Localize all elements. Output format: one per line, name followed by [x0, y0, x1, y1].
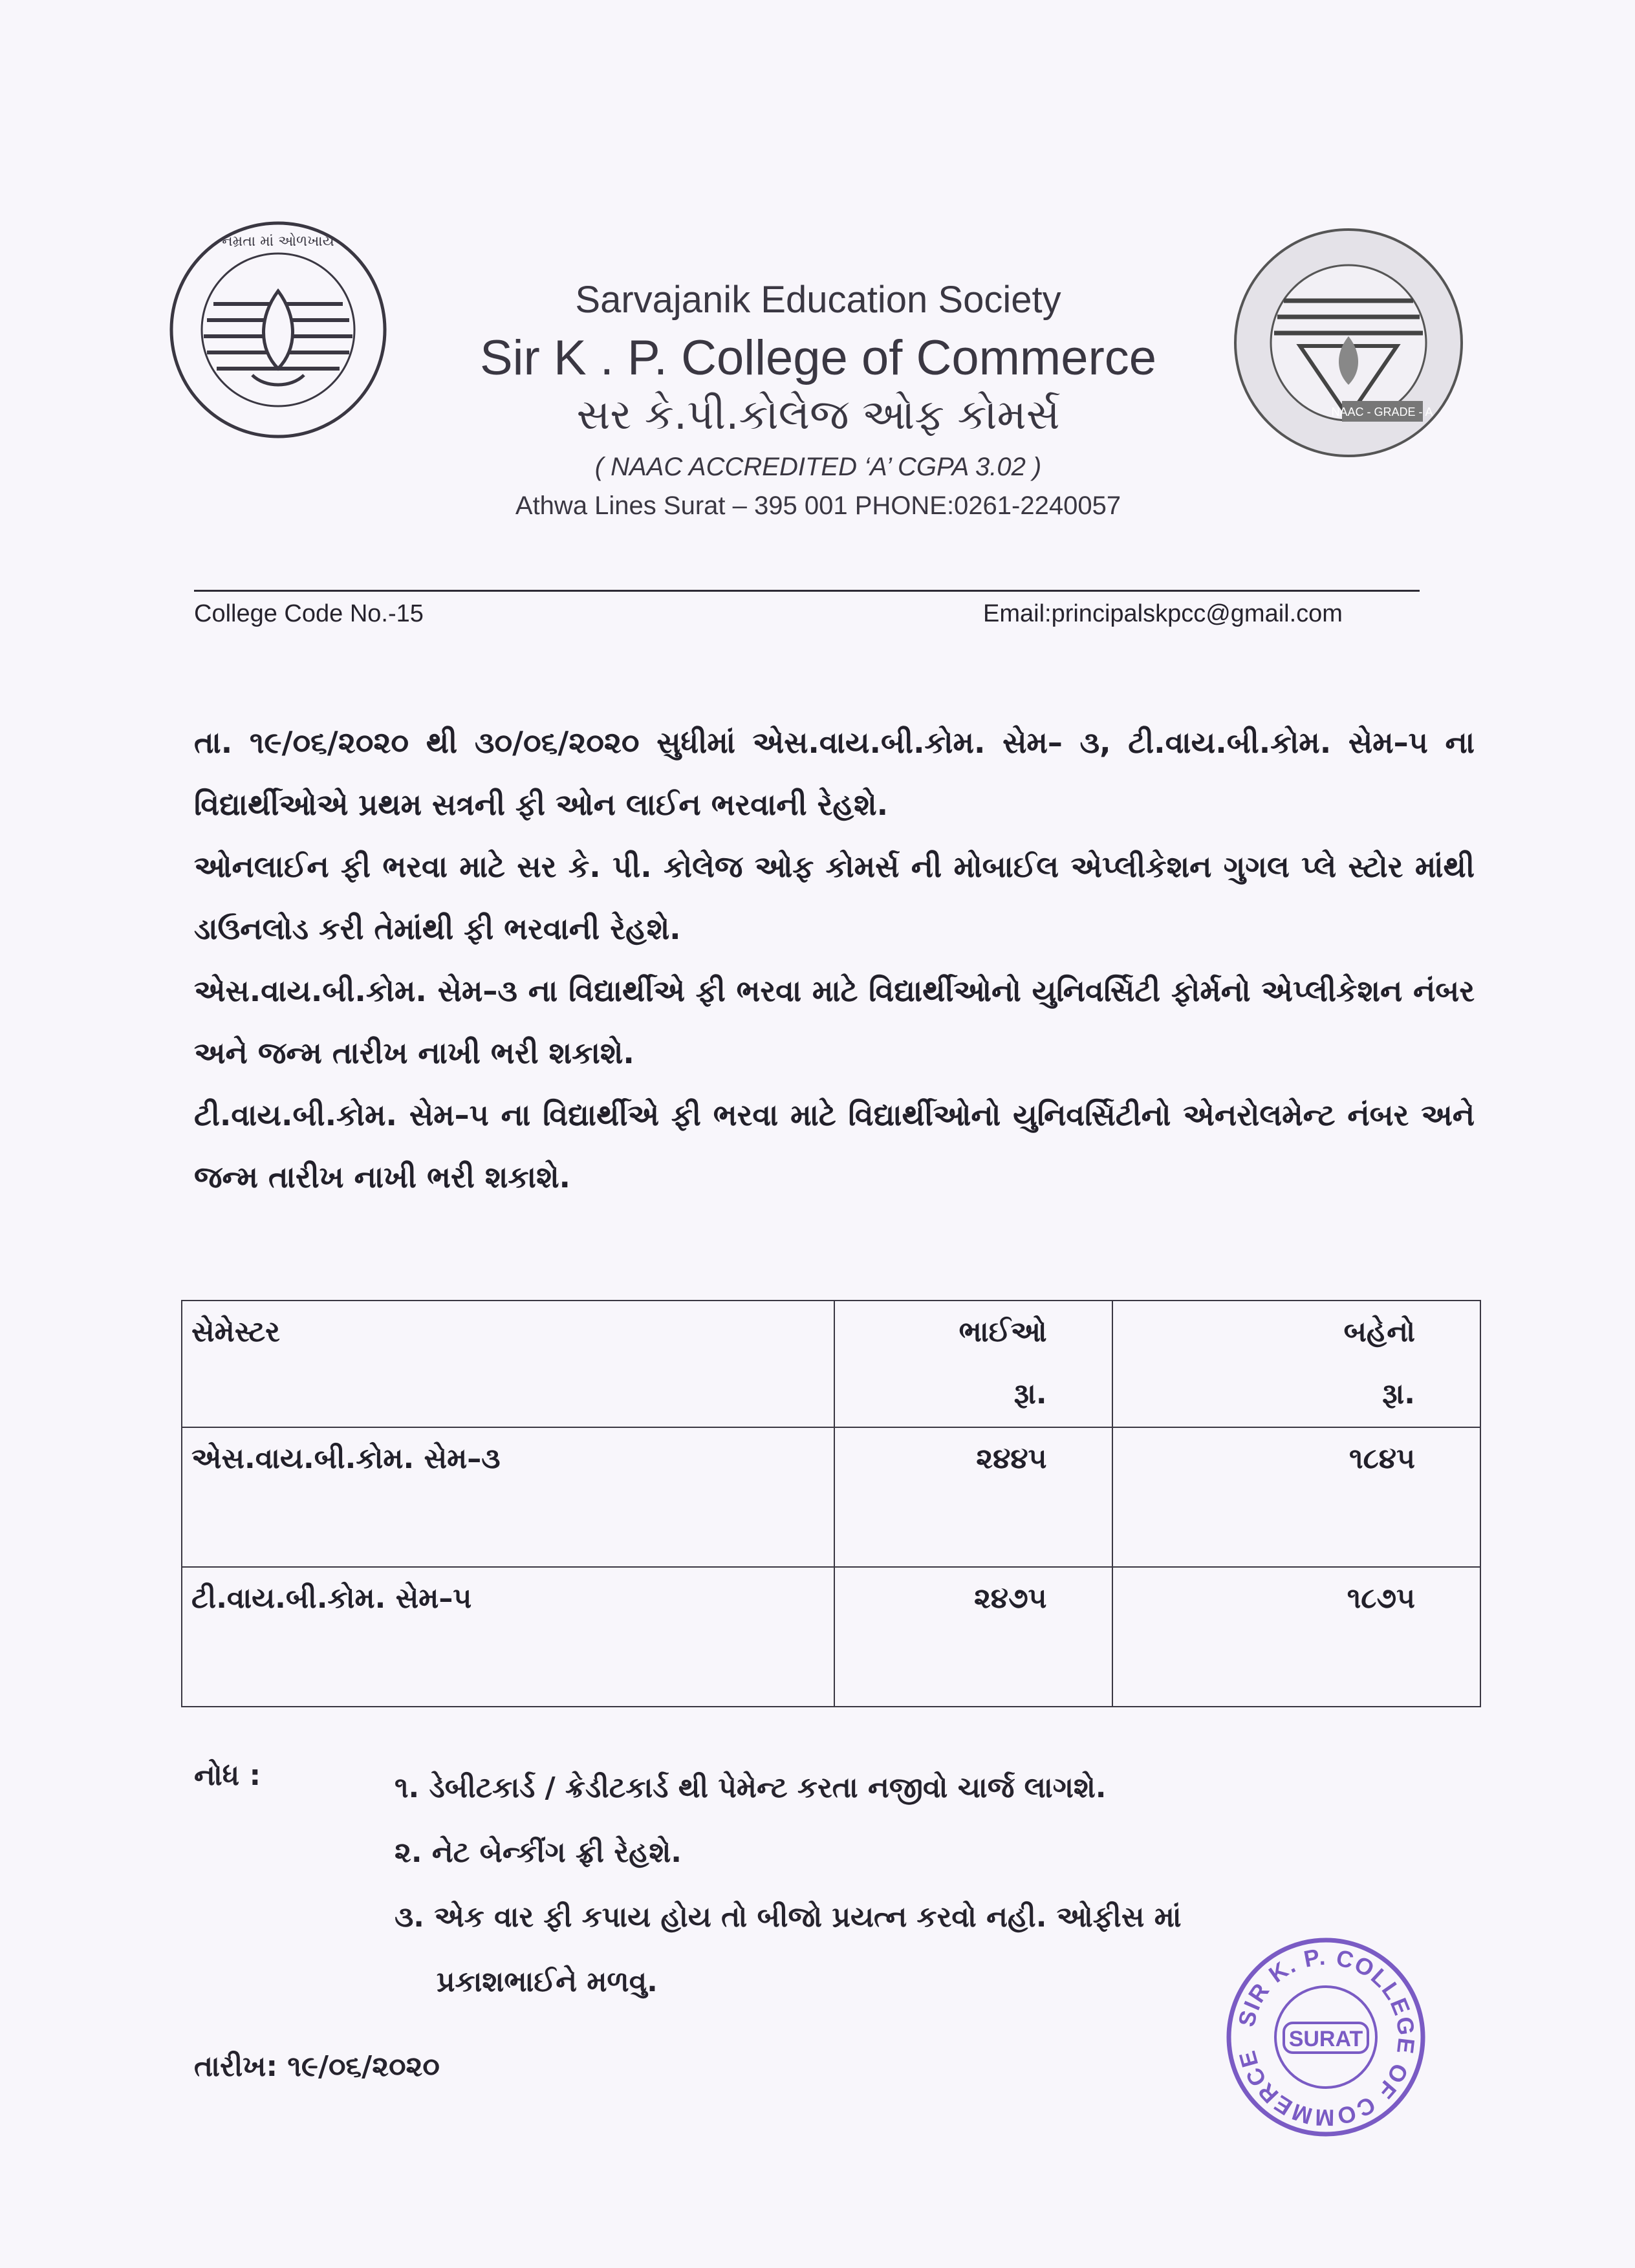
address: Athwa Lines Surat – 395 001 PHONE:0261-2240057: [515, 491, 1121, 520]
notice-paragraph-4: ટી.વાય.બી.કોમ. સેમ–૫ ના વિદ્યાર્થીએ ફી ભરવા માટે વિદ્યાર્થીઓનો યુનિવર્સિટીનો એનરોલમેન્ટ નંબર અને જન્મ તારીખ નાખી ભરી શકાશે.: [194, 1097, 1475, 1194]
table-row: [182, 1427, 1480, 1567]
accreditation: ( NAAC ACCREDITED ‘A’ CGPA 3.02 ): [594, 453, 1042, 481]
row-boys-fee: ૨૪૪૫: [834, 1427, 1112, 1567]
header-boys-label: ભાઈઓ: [958, 1315, 1047, 1348]
note-item-3: ૩. એક વાર ફી કપાય હોય તો બીજો પ્રયત્ન કરવો નહી. ઓફીસ માં: [395, 1901, 1182, 1934]
header-girls: [1112, 1301, 1480, 1427]
society-logo: [162, 213, 395, 446]
svg-text:નમ્રતા માં ઓળખાય: નમ્રતા માં ઓળખાય: [222, 233, 334, 250]
note-item-3-continuation: પ્રકાશભાઈને મળવુ.: [437, 1965, 658, 1998]
header-boys: [834, 1301, 1112, 1427]
email: Email:principalskpcc@gmail.com: [983, 600, 1343, 627]
header-divider: [194, 590, 1420, 592]
table-header-row: [182, 1301, 1480, 1427]
header-girls-label: બહેનો: [1343, 1315, 1415, 1348]
note-item-2: ૨. નેટ બેન્કીંગ ફ્રી રેહશે.: [395, 1836, 682, 1869]
notes-list: [395, 1756, 1365, 2014]
notice-paragraph-2: ઓનલાઈન ફી ભરવા માટે સર કે. પી. કોલેજ ઓફ કોમર્સ ની મોબાઈલ એપ્લીકેશન ગુગલ પ્લે સ્ટોર માંથી ડાઉનલોડ કરી તેમાંથી ફી ભરવાની રેહશે.: [194, 849, 1475, 946]
row-semester: ટી.વાય.બી.કોમ. સેમ–૫: [182, 1567, 834, 1707]
fee-table: [181, 1300, 1481, 1707]
college-name-gujarati: સર કે.પી.કોલેજ ઓફ કોમર્સ: [576, 391, 1060, 439]
notice-paragraph-1: તા. ૧૯/૦૬/૨૦૨૦ થી ૩૦/૦૬/૨૦૨૦ સુધીમાં એસ.વાય.બી.કોમ. સેમ– ૩, ટી.વાય.બી.કોમ. સેમ–૫ ના વિદ્યાર્થીઓએ પ્રથમ સત્રની ફી ઓન લાઈન ભરવાની રેહશે.: [194, 725, 1475, 822]
row-girls-fee: ૧૮૭૫: [1112, 1567, 1480, 1707]
svg-text:SURAT: SURAT: [1288, 2027, 1363, 2051]
society-name: Sarvajanik Education Society: [575, 279, 1061, 321]
college-stamp: [1222, 1934, 1429, 2141]
svg-text:NAAC - GRADE - A: NAAC - GRADE - A: [1331, 405, 1433, 418]
college-name: Sir K . P. College of Commerce: [479, 330, 1157, 385]
college-code: College Code No.-15: [194, 600, 424, 627]
svg-text:SIR K. P. COLLEGE OF COMMERCE: SIR K. P. COLLEGE OF COMMERCE: [1233, 1943, 1420, 2132]
header-semester: સેમેસ્ટર: [182, 1301, 834, 1427]
row-girls-fee: ૧૮૪૫: [1112, 1427, 1480, 1567]
header-boys-unit: રૂા.: [1013, 1377, 1047, 1410]
table-row: [182, 1567, 1480, 1707]
row-semester: એસ.વાય.બી.કોમ. સેમ–૩: [182, 1427, 834, 1567]
header-girls-unit: રૂા.: [1382, 1377, 1415, 1410]
note-item-1: ૧. ડેબીટકાર્ડ / ક્રેડીટકાર્ડ થી પેમેન્ટ કરતા નજીવો ચાર્જ લાગશે.: [395, 1771, 1107, 1804]
notice-date: તારીખ: ૧૯/૦૬/૨૦૨૦: [194, 2050, 440, 2083]
notes-label: નોધ :: [194, 1759, 261, 1792]
notice-paragraph-3: એસ.વાય.બી.કોમ. સેમ–૩ ના વિદ્યાર્થીએ ફી ભરવા માટે વિદ્યાર્થીઓનો યુનિવર્સિટી ફોર્મનો એપ્લીકેશન નંબર અને જન્મ તારીખ નાખી ભરી શકાશે.: [194, 973, 1475, 1070]
row-boys-fee: ૨૪૭૫: [834, 1567, 1112, 1707]
notice-body: [194, 711, 1475, 1208]
college-naac-logo: [1229, 223, 1468, 462]
